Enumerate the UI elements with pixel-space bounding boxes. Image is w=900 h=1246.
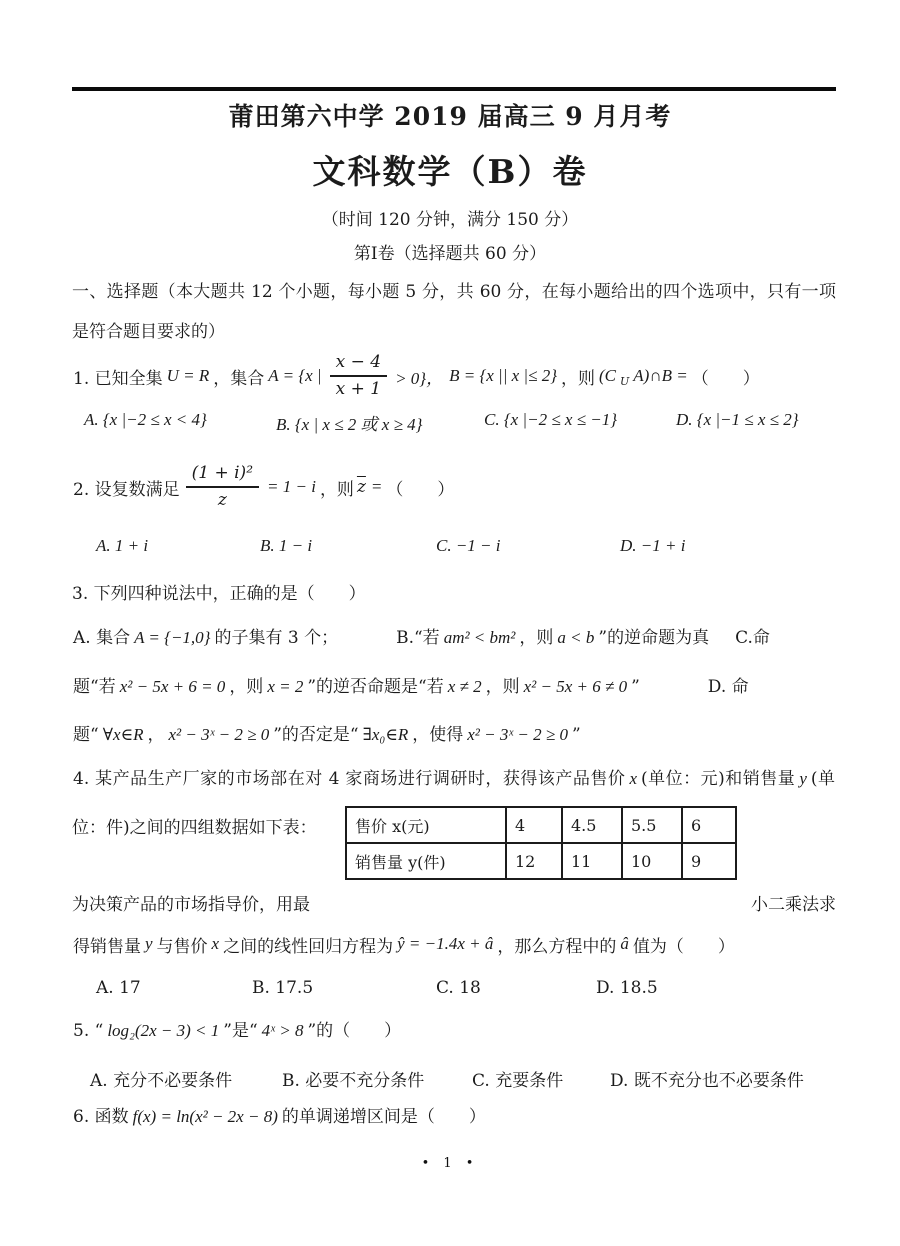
math-overline: $\overline{z}$ <box>356 477 366 497</box>
math-run: log₂(2x − 3) < 1 <box>107 1021 220 1040</box>
time-note: （时间 120 分钟，满分 150 分） <box>321 210 579 230</box>
text-run: (单 <box>810 769 835 789</box>
table-cell: 4.5 <box>562 807 622 843</box>
text-run: ” <box>571 725 581 745</box>
table-cell: 5.5 <box>622 807 682 843</box>
math-run: ŷ = −1.4x + â <box>397 934 494 953</box>
table-cell: 售价 x(元) <box>346 807 506 843</box>
text-run: ”的（ ） <box>307 1021 402 1041</box>
math-run: x² − 3ˣ − 2 ≥ 0 <box>168 725 270 744</box>
paper-title: 文科数学（B）卷 <box>312 152 588 191</box>
question-2-options-row <box>72 536 836 562</box>
math-run: x² − 5x + 6 = 0 <box>119 677 226 696</box>
question-2-option-a: A. 1 + i <box>96 536 149 555</box>
math-run: x <box>211 934 220 953</box>
table-cell: 12 <box>506 843 562 879</box>
text-run: 与售价 <box>156 936 208 957</box>
math-run: B = {x || x |≤ 2} <box>449 366 557 385</box>
math-fraction <box>186 463 259 512</box>
question-6-stem <box>72 1104 836 1130</box>
spacer <box>641 691 707 692</box>
text-run: 2. 设复数满足 <box>73 479 180 500</box>
text-run: ”是“ <box>223 1021 258 1041</box>
question-1-option-d: D. {x |−1 ≤ x ≤ 2} <box>676 410 799 429</box>
question-3-option-d-line <box>72 722 836 748</box>
question-3-option-c-line <box>72 674 836 700</box>
math-run: x = 2 <box>267 677 304 696</box>
text-run: 1. 已知全集 <box>73 368 163 389</box>
question-4-options-row <box>72 978 836 1004</box>
question-5-stem <box>72 1018 836 1044</box>
question-2-stem <box>72 452 836 522</box>
math-run: A = {−1,0} <box>134 628 211 647</box>
text-run: ， <box>147 725 165 745</box>
question-1-option-a: A. {x |−2 ≤ x < 4} <box>84 410 207 429</box>
question-4-stem-line-2: 位：件)之间的四组数据如下表： <box>72 818 317 838</box>
question-5-option-b: B. 必要不充分条件 <box>282 1071 425 1091</box>
text-run: (单位：元)和销售量 <box>640 769 796 789</box>
table-cell: 10 <box>622 843 682 879</box>
math-run: A)∩B = <box>633 366 688 385</box>
math-run: ∀x∈R <box>102 725 144 744</box>
math-run: f(x) = ln(x² − 2x − 8) <box>132 1107 278 1126</box>
question-5-option-d: D. 既不充分也不必要条件 <box>610 1071 804 1091</box>
text-run: ，则 <box>519 628 554 648</box>
question-1-stem <box>72 342 836 410</box>
text-run: 的单调递增区间是（ ） <box>281 1107 486 1127</box>
question-1-option-c: C. {x |−2 ≤ x ≤ −1} <box>484 410 618 429</box>
question-4-stem-line-1 <box>72 766 836 792</box>
math-run: (C <box>599 366 616 385</box>
math-run: x² − 3ˣ − 2 ≥ 0 <box>467 725 568 744</box>
question-3-stem: 3. 下列四种说法中，正确的是（ ） <box>72 584 366 604</box>
text-run: ，则 <box>561 368 595 389</box>
spacer <box>339 642 395 643</box>
text-run: 得销售量 <box>73 936 141 957</box>
text-run: 题“若 <box>73 677 116 697</box>
text-run: ，则 <box>485 677 520 697</box>
table-cell: 9 <box>682 843 736 879</box>
fraction-denominator: x + 1 <box>335 379 382 399</box>
text-run: A. 集合 <box>73 628 131 648</box>
question-2-option-b: B. 1 − i <box>260 536 313 555</box>
math-run: ∃x₀∈R <box>362 725 409 744</box>
question-4-data-table <box>345 806 737 880</box>
question-5-options-row <box>72 1066 836 1092</box>
question-2-option-d: D. −1 + i <box>620 536 686 555</box>
question-5-option-c: C. 充要条件 <box>472 1071 564 1091</box>
instructions-line-2: 是符合题目要求的） <box>72 322 225 342</box>
math-run: A = {x | <box>268 366 322 385</box>
question-4-option-b: B. 17.5 <box>252 978 314 998</box>
instructions-line-1: 一、选择题（本大题共 12 个小题，每小题 5 分，共 60 分，在每小题给出的四个选项中，只有一项 <box>72 282 836 302</box>
text-run: ，集合 <box>213 368 265 389</box>
table-row-price <box>346 807 736 843</box>
school-title: 莆田第六中学 2019 届高三 9 月月考 <box>228 102 672 131</box>
question-4-stem-line-4 <box>72 928 836 960</box>
question-5-option-a: A. 充分不必要条件 <box>90 1071 233 1091</box>
table-cell: 4 <box>506 807 562 843</box>
text-run: ，则 <box>319 479 354 500</box>
text-run: 的子集有 3 个； <box>214 628 339 648</box>
page-number: • 1 • <box>421 1156 479 1171</box>
text-run: ，那么方程中的 <box>497 936 617 957</box>
table-cell: 11 <box>562 843 622 879</box>
question-4-option-c: C. 18 <box>436 978 481 998</box>
question-2-option-c: C. −1 − i <box>436 536 501 555</box>
math-fraction <box>330 352 387 401</box>
math-run: = 1 − i <box>267 477 316 496</box>
math-run: am² < bm² <box>443 628 516 647</box>
question-4-option-a: A. 17 <box>96 978 141 998</box>
question-4-line-3-left: 为决策产品的市场指导价，用最 <box>72 895 310 915</box>
math-run: U = R <box>166 366 210 385</box>
question-4-stem-line-3 <box>72 892 836 918</box>
text-run: D. 命 <box>707 677 749 697</box>
text-run: 4. 某产品生产厂家的市场部在对 4 家商场进行调研时，获得该产品售价 <box>73 769 626 789</box>
text-run: 5. “ <box>73 1021 104 1041</box>
text-run: ”的逆否命题是“若 <box>307 677 444 697</box>
text-run: 题“ <box>73 725 99 745</box>
section-title: 第Ⅰ卷（选择题共 60 分） <box>353 244 547 264</box>
question-4-option-d: D. 18.5 <box>596 978 658 998</box>
math-run: a < b <box>557 628 595 647</box>
text-run: 值为（ ） <box>632 936 735 957</box>
math-subscript: U <box>620 374 630 388</box>
fraction-numerator: (1 + i)² <box>186 463 259 488</box>
question-4-line-3-right: 小二乘法求 <box>751 895 836 915</box>
text-run: ”的否定是“ <box>273 725 359 745</box>
math-run: y <box>145 934 153 953</box>
text-run: ” <box>631 677 640 697</box>
spacer <box>710 642 734 643</box>
question-3-options-ab <box>72 625 836 651</box>
text-run: ”的逆命题为真 <box>598 628 710 648</box>
math-run: x <box>629 769 637 788</box>
math-run: â <box>620 934 629 953</box>
math-run: y <box>799 769 807 788</box>
text-run: B.“若 <box>396 628 440 648</box>
text-run: ，使得 <box>412 725 464 745</box>
text-run: 6. 函数 <box>73 1107 129 1127</box>
text-run: C.命 <box>735 628 770 648</box>
top-rule-divider <box>72 87 836 91</box>
table-cell: 销售量 y(件) <box>346 843 506 879</box>
math-run: 4ˣ > 8 <box>261 1021 304 1040</box>
fraction-numerator: x − 4 <box>330 352 387 377</box>
question-1-options-row <box>72 410 836 436</box>
math-run: = <box>370 477 383 496</box>
table-row-sales <box>346 843 736 879</box>
text-run: （ ） <box>691 368 760 389</box>
text-run: 之间的线性回归方程为 <box>223 936 394 957</box>
question-1-option-b: B. {x | x ≤ 2 或 x ≥ 4} <box>276 415 423 434</box>
math-run: x ≠ 2 <box>447 677 482 696</box>
table-cell: 6 <box>682 807 736 843</box>
fraction-denominator: z <box>217 490 227 510</box>
math-run: > 0}， <box>395 368 444 388</box>
text-run: ，则 <box>229 677 264 697</box>
text-run: （ ） <box>386 479 455 500</box>
math-run: x² − 5x + 6 ≠ 0 <box>523 677 628 696</box>
